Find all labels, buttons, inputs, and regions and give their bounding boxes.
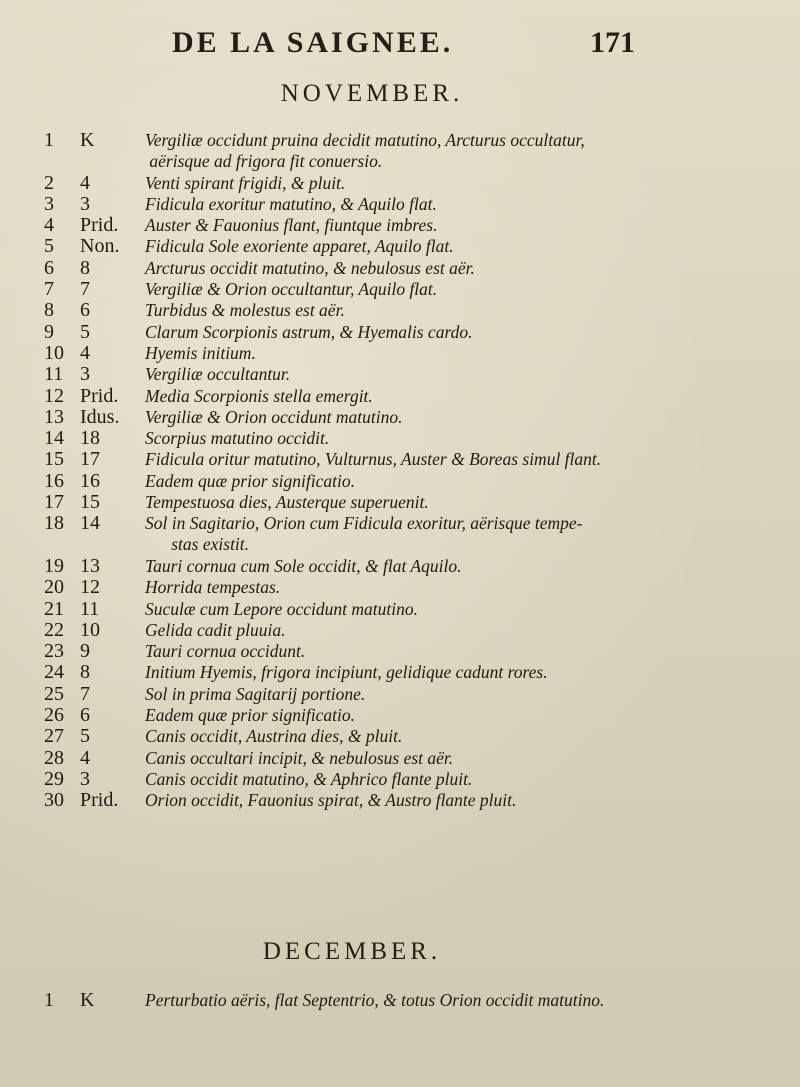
entry-text: Gelida cadit pluuia. (145, 619, 286, 640)
day-number: 6 (44, 256, 54, 279)
entry-text: Arcturus occidit matutino, & nebulosus est aër. (145, 257, 475, 278)
roman-date: Idus. (80, 405, 120, 428)
day-number: 7 (44, 278, 54, 301)
day-number: 28 (44, 746, 64, 769)
november-entry (0, 748, 800, 769)
roman-date: 12 (80, 576, 100, 599)
roman-date: 5 (80, 725, 90, 748)
roman-date: 16 (80, 469, 100, 492)
roman-date: 4 (80, 171, 90, 194)
day-number: 26 (44, 704, 64, 727)
day-number: 30 (44, 789, 64, 812)
november-entry (0, 577, 800, 598)
november-entry (0, 407, 800, 428)
roman-date: 9 (80, 640, 90, 663)
december-calendar (0, 990, 800, 1014)
entry-text: Vergiliæ & Orion occidunt matutino. (145, 406, 403, 427)
day-number: 9 (44, 320, 54, 343)
entry-text: Canis occidit matutino, & Aphrico flante pluit. (145, 768, 473, 789)
roman-date: 7 (80, 278, 90, 301)
november-entry (0, 620, 800, 641)
november-entry (0, 513, 800, 556)
entry-text: Canis occidit, Austrina dies, & pluit. (145, 726, 403, 747)
entry-text: Canis occultari incipit, & nebulosus est aër. (145, 747, 454, 768)
entry-text: Initium Hyemis, frigora incipiunt, gelidique cadunt rores. (145, 662, 548, 683)
november-entry (0, 684, 800, 705)
november-entry (0, 556, 800, 577)
november-entry (0, 194, 800, 215)
day-number: 18 (44, 512, 64, 535)
day-number: 13 (44, 405, 64, 428)
day-number: 15 (44, 448, 64, 471)
roman-date: 17 (80, 448, 100, 471)
roman-date: 3 (80, 767, 90, 790)
november-entry (0, 279, 800, 300)
entry-text: Suculæ cum Lepore occidunt matutino. (145, 598, 418, 619)
roman-date: 6 (80, 299, 90, 322)
day-number: 24 (44, 661, 64, 684)
entry-text: Tauri cornua cum Sole occidit, & flat Aquilo. (145, 555, 462, 576)
entry-text: Eadem quæ prior significatio. (145, 470, 355, 491)
entry-text: Fidicula exoritur matutino, & Aquilo flat. (145, 193, 437, 214)
november-entry (0, 449, 800, 470)
day-number: 8 (44, 299, 54, 322)
november-entry (0, 130, 800, 173)
day-number: 22 (44, 618, 64, 641)
day-number: 25 (44, 682, 64, 705)
running-title: DE LA SAIGNEE. (172, 26, 454, 59)
roman-date: 7 (80, 682, 90, 705)
entry-text: Orion occidit, Fauonius spirat, & Austro flante pluit. (145, 790, 517, 811)
roman-date: 6 (80, 704, 90, 727)
entry-text: Vergiliæ occidunt pruina decidit matutino, Arcturus occultatur, aërisque ad frigora fit conuersio. (145, 130, 585, 171)
roman-date: K (80, 129, 95, 151)
november-entry (0, 364, 800, 385)
day-number: 2 (44, 171, 54, 194)
roman-date: K (80, 989, 95, 1011)
month-heading-november: NOVEMBER. (280, 80, 464, 107)
day-number: 1 (44, 989, 54, 1011)
day-number: 23 (44, 640, 64, 663)
entry-text: Perturbatio aëris, flat Septentrio, & totus Orion occidit matutino. (145, 990, 605, 1010)
november-entry (0, 790, 800, 811)
roman-date: Prid. (80, 789, 119, 812)
november-entry (0, 300, 800, 321)
roman-date: Non. (80, 235, 120, 258)
day-number: 5 (44, 235, 54, 258)
day-number: 16 (44, 469, 64, 492)
day-number: 4 (44, 214, 54, 237)
entry-text: Venti spirant frigidi, & pluit. (145, 172, 346, 193)
roman-date: 14 (80, 512, 100, 535)
day-number: 17 (44, 491, 64, 514)
november-entry (0, 173, 800, 194)
november-calendar (0, 130, 800, 812)
entry-text: Vergiliæ & Orion occultantur, Aquilo flat. (145, 279, 438, 300)
november-entry (0, 769, 800, 790)
roman-date: 11 (80, 597, 100, 620)
day-number: 20 (44, 576, 64, 599)
page-header (0, 22, 800, 62)
day-number: 3 (44, 192, 54, 215)
roman-date: 4 (80, 746, 90, 769)
roman-date: 8 (80, 661, 90, 684)
day-number: 21 (44, 597, 64, 620)
november-entry (0, 322, 800, 343)
entry-text: Eadem quæ prior significatio. (145, 705, 355, 726)
day-number: 19 (44, 554, 64, 577)
november-entry (0, 662, 800, 683)
november-entry (0, 343, 800, 364)
november-entry (0, 428, 800, 449)
roman-date: 10 (80, 618, 100, 641)
november-entry (0, 726, 800, 747)
roman-date: 8 (80, 256, 90, 279)
november-entry (0, 258, 800, 279)
entry-text: Hyemis initium. (145, 342, 256, 363)
november-entry (0, 215, 800, 236)
entry-text: Sol in prima Sagitarij portione. (145, 683, 366, 704)
entry-text: Vergiliæ occultantur. (145, 364, 291, 385)
day-number: 12 (44, 384, 64, 407)
day-number: 1 (44, 129, 54, 151)
entry-text: Sol in Sagitario, Orion cum Fidicula exoritur, aërisque tempe- stas existit. (145, 513, 583, 555)
day-number: 29 (44, 767, 64, 790)
entry-text: Clarum Scorpionis astrum, & Hyemalis cardo. (145, 321, 473, 342)
november-entry (0, 492, 800, 513)
entry-text: Turbidus & molestus est aër. (145, 300, 345, 321)
roman-date: 18 (80, 427, 100, 450)
roman-date: 15 (80, 491, 100, 514)
november-entry (0, 705, 800, 726)
entry-text: Tempestuosa dies, Austerque superuenit. (145, 492, 429, 513)
november-entry (0, 641, 800, 662)
entry-text: Auster & Fauonius flant, fiuntque imbres. (145, 215, 438, 236)
entry-text: Tauri cornua occidunt. (145, 641, 306, 662)
roman-date: 3 (80, 192, 90, 215)
november-entry (0, 599, 800, 620)
roman-date: 3 (80, 363, 90, 386)
entry-text: Media Scorpionis stella emergit. (145, 385, 373, 406)
entry-text: Fidicula oritur matutino, Vulturnus, Auster & Boreas simul flant. (145, 449, 602, 470)
roman-date: 4 (80, 341, 90, 364)
month-heading-december: DECEMBER. (262, 938, 442, 965)
roman-date: Prid. (80, 384, 119, 407)
day-number: 11 (44, 363, 64, 386)
november-entry (0, 236, 800, 257)
day-number: 27 (44, 725, 64, 748)
november-entry (0, 386, 800, 407)
page-number: 171 (590, 26, 635, 59)
entry-text: Scorpius matutino occidit. (145, 428, 330, 449)
december-entry (0, 990, 800, 1011)
roman-date: 5 (80, 320, 90, 343)
entry-text: Fidicula Sole exoriente apparet, Aquilo flat. (145, 236, 454, 257)
roman-date: 13 (80, 554, 100, 577)
roman-date: Prid. (80, 214, 119, 237)
november-entry (0, 471, 800, 492)
entry-text: Horrida tempestas. (145, 577, 281, 598)
day-number: 10 (44, 341, 64, 364)
day-number: 14 (44, 427, 64, 450)
